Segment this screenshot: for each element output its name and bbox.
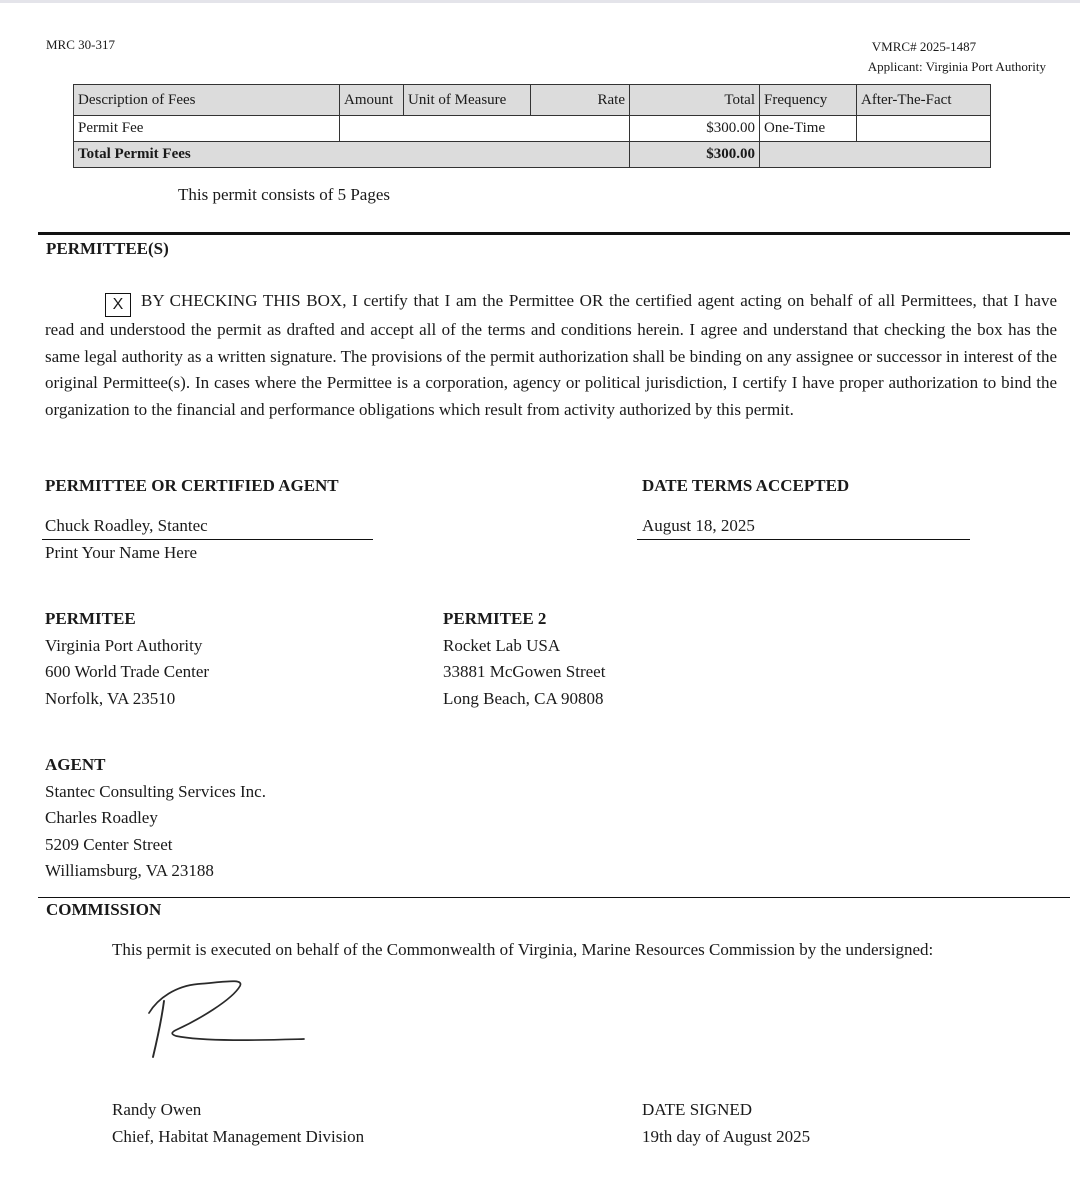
permitee-2-title: PERMITEE 2 [443,609,547,628]
signer-title: Chief, Habitat Management Division [112,1126,365,1146]
document-header-right [868,37,1046,77]
col-frequency: Frequency [760,85,857,116]
permitee-1-city: Norfolk, VA 23510 [45,688,176,708]
section-divider [38,232,1070,235]
date-accepted-field[interactable]: August 18, 2025 [642,516,755,535]
fees-table-header [74,85,991,116]
agent-name-caption: Print Your Name Here [45,543,198,562]
date-signed-block [642,1097,810,1150]
permitee-2-name: Rocket Lab USA [443,635,561,655]
col-rate: Rate [531,85,630,116]
agent-name-underline [42,539,373,540]
top-border [0,0,1080,3]
vmrc-number: VMRC# 2025-1487 [871,39,977,54]
fees-table [73,84,991,168]
permitee-1-block [45,606,209,712]
agent-city: Williamsburg, VA 23188 [45,861,214,880]
fee-frequency: One-Time [760,116,857,142]
accept-terms-checkbox[interactable]: X [105,293,131,317]
permitee-1-title: PERMITEE [45,609,136,628]
certification-text: BY CHECKING THIS BOX, I certify that I am the Permittee OR the certified agent acting on behalf of all Permittees, that I have read and understood the permit as drafted and accept all of the terms and conditions herein. I agree and understand that checking the box has the same legal authority as a written signature. The provisions of the permit authorization shall be binding on any assignee or successor in interest of the original Permittee(s). In cases where the Permittee is a corporation, agency or political jurisdiction, I certify I have proper authorization to bind the organization to the financial and performance obligations which result from activity authorized by this permit. [45,291,1057,419]
col-after-the-fact: After-The-Fact [857,85,991,116]
applicant: Applicant: Virginia Port Authority [867,59,1046,74]
col-total: Total [630,85,760,116]
commission-divider [38,897,1070,898]
permitee-2-city: Long Beach, CA 90808 [443,688,604,708]
agent-company: Stantec Consulting Services Inc. [45,781,266,801]
signer-name: Randy Owen [112,1100,202,1119]
fee-description: Permit Fee [74,116,340,142]
col-amount: Amount [340,85,404,116]
permitee-2-block [443,606,605,712]
total-empty [760,142,991,168]
agent-block [45,752,266,885]
total-row [74,142,991,168]
date-accepted-label: DATE TERMS ACCEPTED [642,476,850,495]
page-count-note: This permit consists of 5 Pages [178,185,391,204]
fee-after-the-fact [857,116,991,142]
commission-statement: This permit is executed on behalf of the Commonwealth of Virginia, Marine Resources Commission by the undersigned: [112,940,934,959]
date-signed-label: DATE SIGNED [642,1100,753,1119]
permitee-1-street: 600 World Trade Center [45,662,210,681]
total-value: $300.00 [630,142,760,168]
permittees-heading: PERMITTEE(S) [46,239,169,258]
agent-label: PERMITTEE OR CERTIFIED AGENT [45,476,339,495]
table-row [74,116,991,142]
fee-amount [340,116,630,142]
agent-name-field[interactable]: Chuck Roadley, Stantec [45,516,208,535]
col-description: Description of Fees [74,85,340,116]
col-unit: Unit of Measure [404,85,531,116]
fee-total: $300.00 [630,116,760,142]
date-accepted-underline [637,539,970,540]
date-signed-value: 19th day of August 2025 [642,1126,811,1146]
permitee-2-street: 33881 McGowen Street [443,662,606,681]
signer-block [112,1097,364,1150]
total-label: Total Permit Fees [74,142,630,168]
commission-heading: COMMISSION [46,900,162,919]
certification-paragraph [45,288,1057,423]
signature-image [136,968,316,1063]
form-code: MRC 30-317 [46,37,115,52]
agent-person: Charles Roadley [45,808,158,827]
agent-street: 5209 Center Street [45,834,173,854]
permitee-1-name: Virginia Port Authority [45,635,203,655]
agent-title: AGENT [45,755,106,774]
